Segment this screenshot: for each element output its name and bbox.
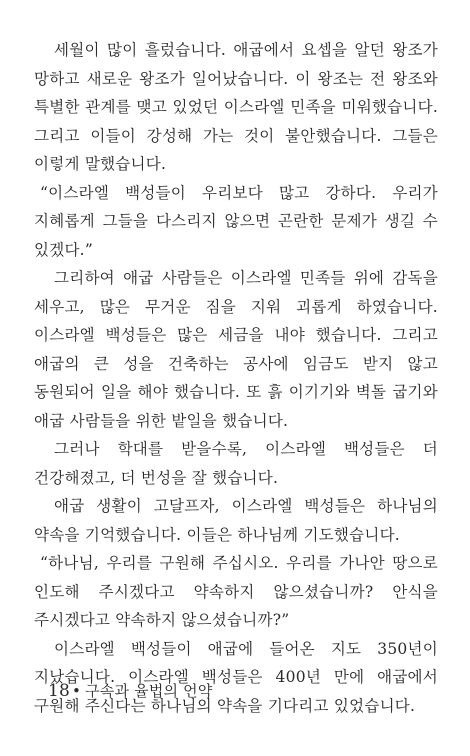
body-text	[34, 36, 438, 720]
footer-separator: •	[72, 682, 82, 700]
paragraph-1: 세월이 많이 흘렀습니다. 애굽에서 요셉을 알던 왕조가 망하고 새로운 왕조가 일어났습니다. 이 왕조는 전 왕조와 특별한 관계를 맺고 있었던 이스라엘 민족을 미워했습니다. 그리고 이들이 강성해 가는 것이 불안했습니다. 그들은 이렇게 말했습니다.	[34, 41, 438, 173]
page-footer	[48, 680, 213, 701]
paragraph-7: 이스라엘 백성들이 애굽에 들어온 지도 350년이 지났습니다. 이스라엘 백성들은 400년 만에 애굽에서 구원해 주신다는 하나님의 약속을 기다리고 있었습니다.	[34, 639, 438, 715]
paragraph-4: 그러나 학대를 받을수록, 이스라엘 백성들은 더 건강해졌고, 더 번성을 잘 했습니다.	[34, 440, 438, 487]
book-title: 구속과 율법의 언약	[85, 682, 213, 700]
page-number: 18	[48, 681, 71, 701]
paragraph-3: 그리하여 애굽 사람들은 이스라엘 민족들 위에 감독을 세우고, 많은 무거운 짐을 지워 괴롭게 하였습니다. 이스라엘 백성들은 많은 세금을 내야 했습니다. 그리고 애굽의 큰 성을 건축하는 공사에 임금도 받지 않고 동원되어 일을 해야 했습니다. 또 흙 이기기와 벽돌 굽기와 애굽 사람들을 위한 밭일을 했습니다.	[34, 269, 438, 430]
paragraph-2-quote: “이스라엘 백성들이 우리보다 많고 강하다. 우리가 지혜롭게 그들을 다스리지 않으면 곤란한 문제가 생길 수 있겠다.”	[34, 183, 438, 259]
paragraph-5: 애굽 생활이 고달프자, 이스라엘 백성들은 하나님의 약속을 기억했습니다. 이들은 하나님께 기도했습니다.	[34, 497, 438, 544]
paragraph-6-quote: “하나님, 우리를 구원해 주십시오. 우리를 가나안 땅으로 인도해 주시겠다고 약속하지 않으셨습니까? 안식을 주시겠다고 약속하지 않으셨습니까?”	[34, 554, 438, 629]
